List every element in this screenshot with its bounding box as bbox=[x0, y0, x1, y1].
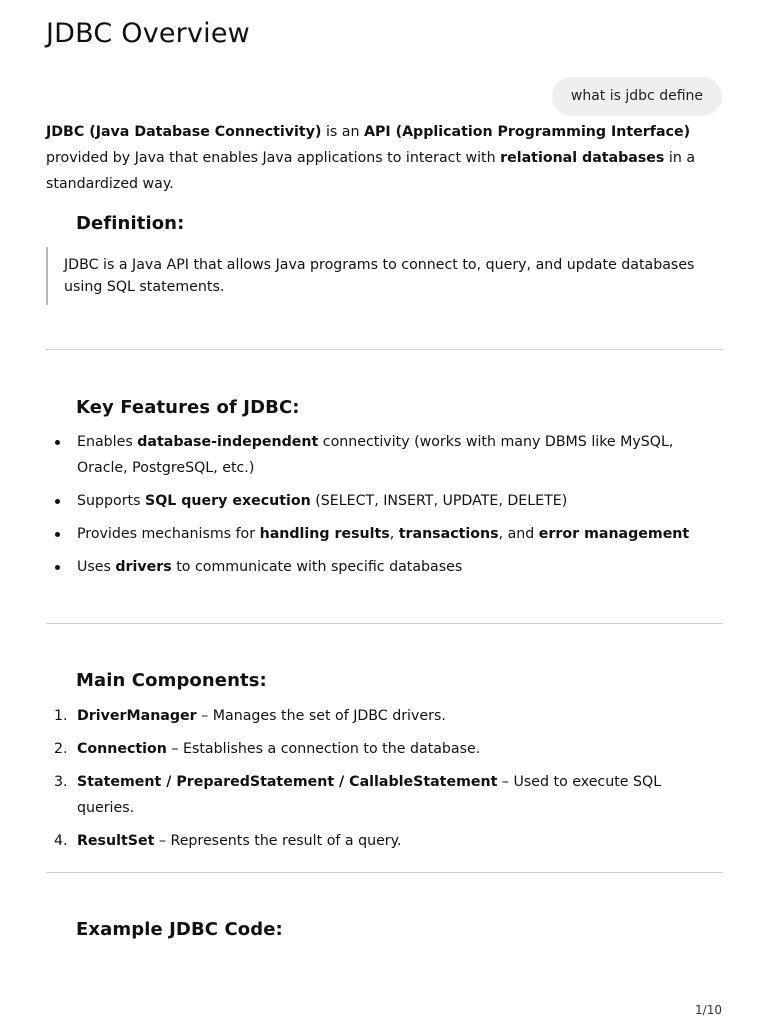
text-run: Enables bbox=[77, 434, 138, 450]
component-description: – Used to execute SQL queries. bbox=[77, 774, 662, 816]
section-divider bbox=[46, 349, 723, 350]
component-description: – Establishes a connection to the database. bbox=[166, 741, 481, 757]
section-divider bbox=[46, 623, 723, 624]
definition-heading: Definition: bbox=[76, 213, 185, 234]
list-number: 4. bbox=[54, 833, 68, 849]
text-run: Uses bbox=[77, 559, 116, 575]
list-item bbox=[46, 828, 706, 854]
bold-text: API (Application Programming Interface) bbox=[364, 124, 691, 140]
text-run: (SELECT, INSERT, UPDATE, DELETE) bbox=[310, 493, 568, 509]
text-run: to communicate with specific databases bbox=[171, 559, 463, 575]
text-run: Supports bbox=[77, 493, 145, 509]
components-list bbox=[46, 703, 706, 861]
component-description: – Manages the set of JDBC drivers. bbox=[196, 708, 446, 724]
page-title: JDBC Overview bbox=[46, 18, 250, 49]
bold-text: transactions bbox=[398, 526, 499, 542]
component-name: DriverManager bbox=[77, 708, 197, 724]
bold-text: relational databases bbox=[500, 150, 665, 166]
section-divider bbox=[46, 872, 723, 873]
text-run: connectivity (works with many DBMS like MySQL, Oracle, PostgreSQL, etc.) bbox=[77, 434, 674, 476]
bold-text: database-independent bbox=[137, 434, 319, 450]
bold-text: error management bbox=[538, 526, 690, 542]
list-item bbox=[46, 736, 706, 762]
component-name: Statement / PreparedStatement / CallableStatement bbox=[77, 774, 498, 790]
features-list bbox=[46, 429, 706, 587]
list-number: 3. bbox=[54, 774, 68, 790]
intro-paragraph bbox=[46, 119, 726, 197]
list-item bbox=[46, 554, 706, 580]
list-item bbox=[46, 703, 706, 729]
list-item bbox=[46, 769, 706, 821]
text-run: Provides mechanisms for bbox=[77, 526, 260, 542]
example-heading: Example JDBC Code: bbox=[76, 919, 283, 940]
text-run: provided by Java that enables Java applications to interact with bbox=[46, 150, 501, 166]
component-description: – Represents the result of a query. bbox=[154, 833, 402, 849]
bold-text: handling results bbox=[259, 526, 390, 542]
list-item bbox=[46, 429, 706, 481]
text-run: in a standardized way. bbox=[46, 150, 696, 192]
text-run: , bbox=[389, 526, 399, 542]
definition-blockquote: JDBC is a Java API that allows Java programs to connect to, query, and update databases using SQL statements. bbox=[46, 247, 734, 305]
list-item bbox=[46, 521, 706, 547]
component-name: Connection bbox=[77, 741, 167, 757]
text-run: , and bbox=[498, 526, 539, 542]
text-run: is an bbox=[321, 124, 364, 140]
component-name: ResultSet bbox=[77, 833, 155, 849]
list-number: 2. bbox=[54, 741, 68, 757]
list-number: 1. bbox=[54, 708, 68, 724]
list-item bbox=[46, 488, 706, 514]
bold-text: JDBC (Java Database Connectivity) bbox=[46, 124, 322, 140]
bold-text: SQL query execution bbox=[145, 493, 311, 509]
features-heading: Key Features of JDBC: bbox=[76, 397, 300, 418]
bold-text: drivers bbox=[115, 559, 172, 575]
components-heading: Main Components: bbox=[76, 670, 267, 691]
user-query-bubble: what is jdbc define bbox=[552, 77, 722, 116]
page-number: 1/10 bbox=[695, 1003, 722, 1017]
